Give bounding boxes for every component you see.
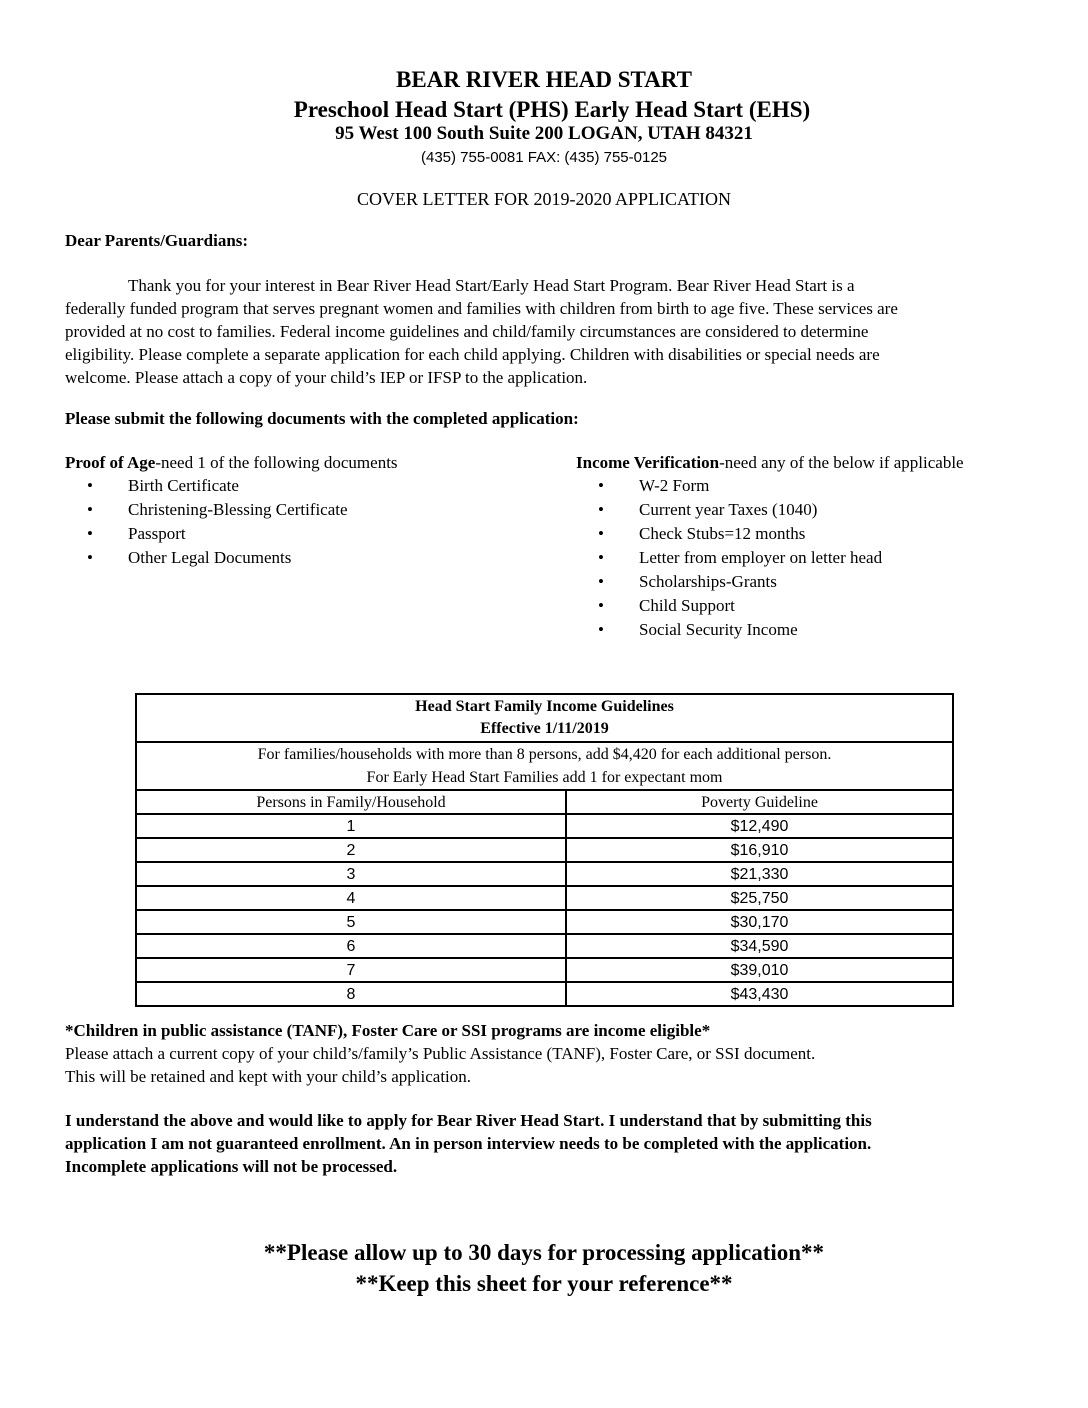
table-row xyxy=(136,958,953,982)
acknowledgement-paragraph xyxy=(65,1109,1065,1178)
proof-of-age-list xyxy=(65,474,535,570)
persons-cell: 5 xyxy=(136,910,566,934)
table-note-additional-person: For families/households with more than 8 persons, add $4,420 for each additional person. xyxy=(257,746,832,763)
list-item: • W-2 Form xyxy=(576,474,1046,498)
list-item: • Birth Certificate xyxy=(65,474,535,498)
eligibility-section xyxy=(65,1019,1055,1088)
keep-sheet-notice: **Keep this sheet for your reference** xyxy=(355,1271,733,1296)
income-verification-section xyxy=(576,451,1046,642)
cover-letter-title: COVER LETTER FOR 2019-2020 APPLICATION xyxy=(356,189,731,209)
table-note-cell xyxy=(136,742,953,790)
eligibility-line: Please attach a current copy of your child’s/family’s Public Assistance (TANF), Foster Care, or SSI document. xyxy=(65,1044,816,1063)
table-note-expectant-mom: For Early Head Start Families add 1 for expectant mom xyxy=(366,769,723,786)
guideline-cell: $39,010 xyxy=(566,958,953,982)
list-item: • Other Legal Documents xyxy=(65,546,535,570)
processing-time-notice: **Please allow up to 30 days for processing application** xyxy=(263,1240,825,1265)
address: 95 West 100 South Suite 200 LOGAN, UTAH 84321 xyxy=(335,123,753,144)
column-header-persons: Persons in Family/Household xyxy=(136,790,566,814)
proof-of-age-suffix: -need 1 of the following documents xyxy=(155,453,398,472)
persons-cell: 8 xyxy=(136,982,566,1006)
persons-cell: 6 xyxy=(136,934,566,958)
guideline-cell: $25,750 xyxy=(566,886,953,910)
eligibility-line: This will be retained and kept with your child’s application. xyxy=(65,1067,472,1086)
income-verification-list xyxy=(576,474,1046,642)
income-guidelines-table xyxy=(135,693,954,1007)
guideline-cell: $16,910 xyxy=(566,838,953,862)
table-row xyxy=(136,862,953,886)
acknowledgement-line: I understand the above and would like to apply for Bear River Head Start. I understand that by submitting this xyxy=(65,1111,872,1130)
persons-cell: 7 xyxy=(136,958,566,982)
intro-line: Thank you for your interest in Bear River Head Start/Early Head Start Program. Bear River Head Start is a xyxy=(128,276,855,295)
table-effective-date: Effective 1/11/2019 xyxy=(480,720,609,737)
list-item: • Passport xyxy=(65,522,535,546)
program-names: Preschool Head Start (PHS) Early Head Start (EHS) xyxy=(293,97,811,122)
list-item: • Scholarships-Grants xyxy=(576,570,1046,594)
intro-paragraph xyxy=(65,274,1025,389)
table-row xyxy=(136,814,953,838)
intro-line: federally funded program that serves pregnant women and families with children from birth to age five. These services are xyxy=(65,299,898,318)
guideline-cell: $21,330 xyxy=(566,862,953,886)
table-title: Head Start Family Income Guidelines xyxy=(415,698,674,715)
intro-line: welcome. Please attach a copy of your child’s IEP or IFSP to the application. xyxy=(65,368,588,387)
guideline-cell: $30,170 xyxy=(566,910,953,934)
phone-fax: (435) 755-0081 FAX: (435) 755-0125 xyxy=(421,149,667,166)
column-header-poverty-guideline: Poverty Guideline xyxy=(566,790,953,814)
table-row xyxy=(136,982,953,1006)
persons-cell: 3 xyxy=(136,862,566,886)
persons-cell: 2 xyxy=(136,838,566,862)
list-item: • Current year Taxes (1040) xyxy=(576,498,1046,522)
income-verification-suffix: -need any of the below if applicable xyxy=(719,453,964,472)
list-item: • Check Stubs=12 months xyxy=(576,522,1046,546)
table-row xyxy=(136,934,953,958)
table-row xyxy=(136,886,953,910)
proof-of-age-section xyxy=(65,451,535,570)
guideline-cell: $43,430 xyxy=(566,982,953,1006)
salutation: Dear Parents/Guardians: xyxy=(65,231,249,250)
list-item: • Child Support xyxy=(576,594,1046,618)
list-item: • Letter from employer on letter head xyxy=(576,546,1046,570)
org-name: BEAR RIVER HEAD START xyxy=(396,67,692,92)
guideline-cell: $12,490 xyxy=(566,814,953,838)
income-verification-label: Income Verification xyxy=(576,453,720,472)
intro-line: eligibility. Please complete a separate application for each child applying. Children with disabilities or special needs are xyxy=(65,345,880,364)
eligibility-heading: *Children in public assistance (TANF), Foster Care or SSI programs are income eligible* xyxy=(65,1021,711,1040)
guideline-cell: $34,590 xyxy=(566,934,953,958)
persons-cell: 4 xyxy=(136,886,566,910)
persons-cell: 1 xyxy=(136,814,566,838)
proof-of-age-heading xyxy=(65,451,535,474)
income-verification-heading xyxy=(576,451,1046,474)
table-row xyxy=(136,838,953,862)
proof-of-age-label: Proof of Age xyxy=(65,453,156,472)
submit-heading: Please submit the following documents with the completed application: xyxy=(65,409,579,428)
acknowledgement-line: Incomplete applications will not be processed. xyxy=(65,1157,398,1176)
acknowledgement-line: application I am not guaranteed enrollment. An in person interview needs to be completed with the application. xyxy=(65,1134,872,1153)
table-note-row xyxy=(136,742,953,790)
table-header-row xyxy=(136,790,953,814)
table-title-cell xyxy=(136,694,953,742)
list-item: • Social Security Income xyxy=(576,618,1046,642)
intro-line: provided at no cost to families. Federal income guidelines and child/family circumstances are considered to determine xyxy=(65,322,869,341)
table-title-row xyxy=(136,694,953,742)
table-row xyxy=(136,910,953,934)
list-item: • Christening-Blessing Certificate xyxy=(65,498,535,522)
